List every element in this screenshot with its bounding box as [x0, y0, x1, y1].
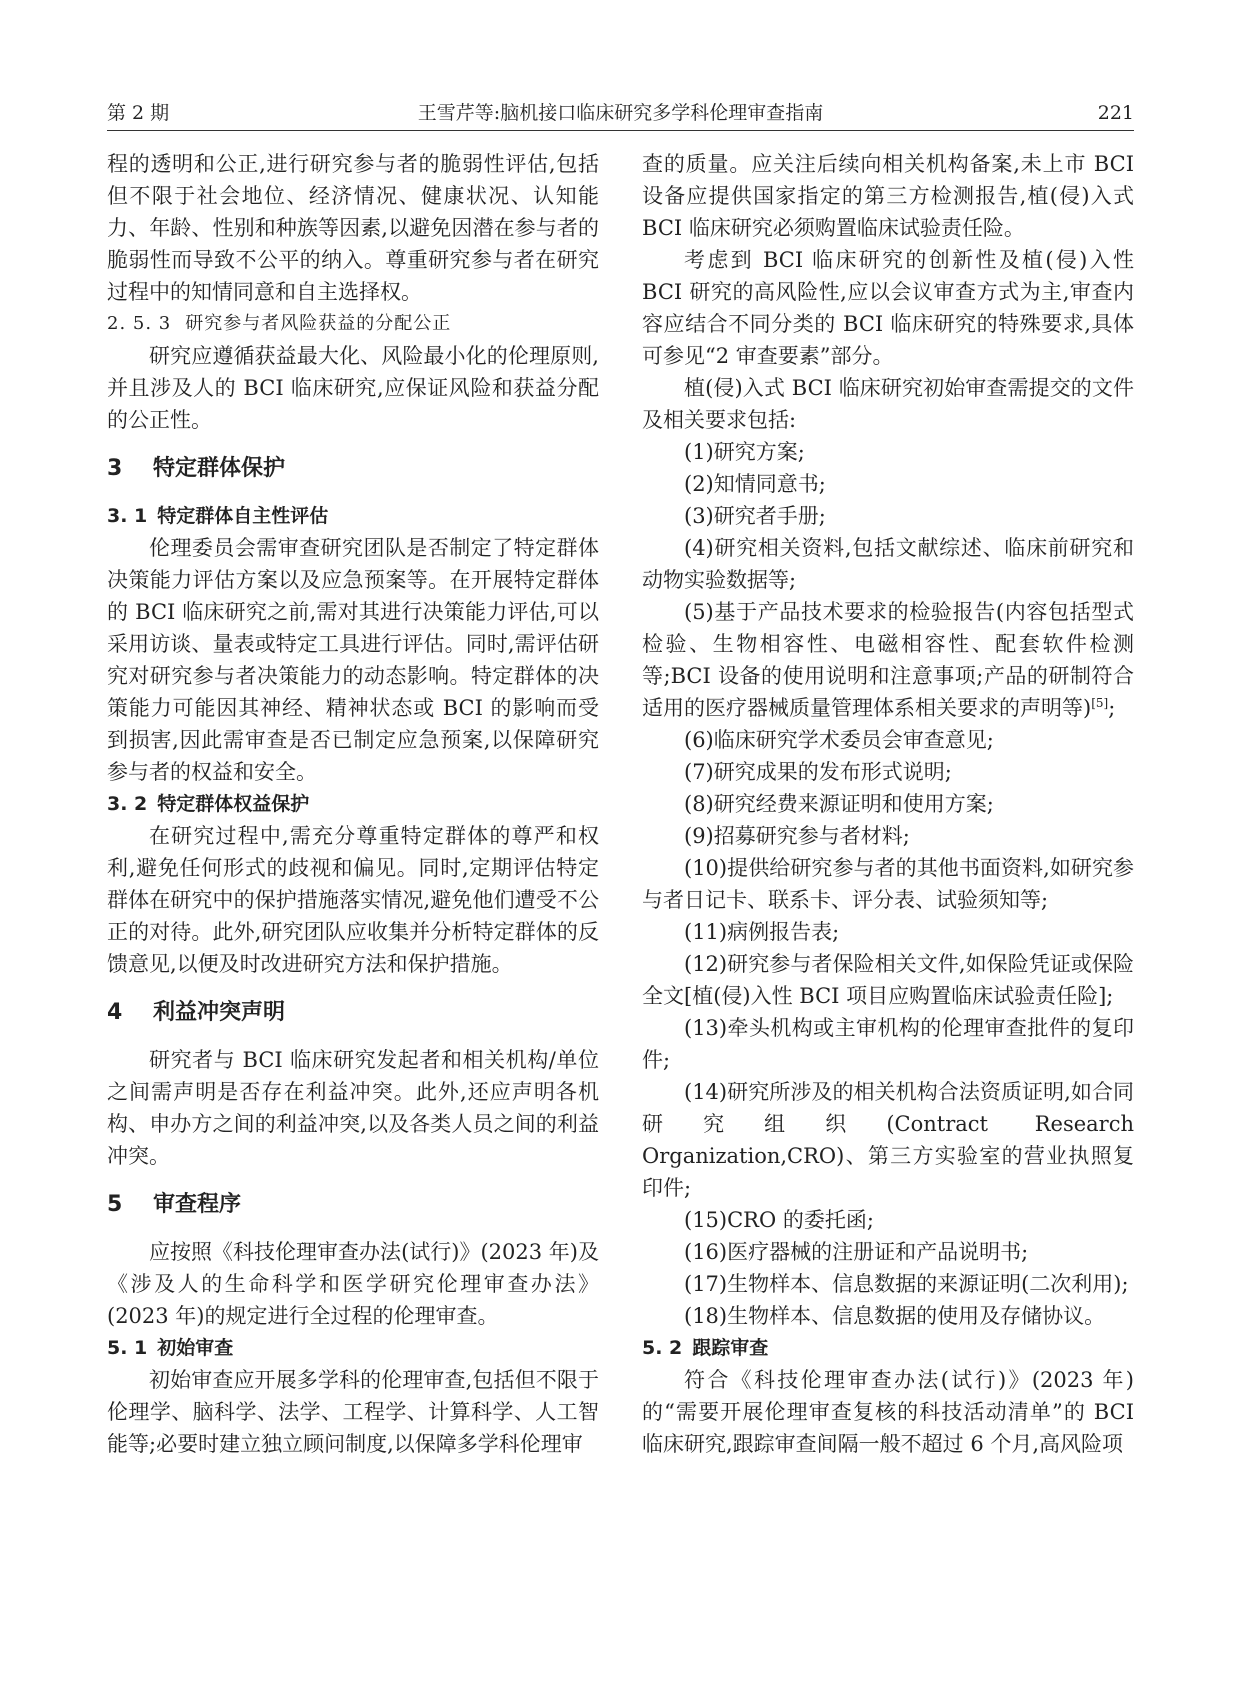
- list-item: (3)研究者手册;: [684, 504, 826, 528]
- section-title: 特定群体自主性评估: [157, 505, 329, 527]
- section-heading-5: [107, 1190, 599, 1220]
- section-title: 利益冲突声明: [153, 1000, 286, 1025]
- paragraph: 植(侵)入式 BCI 临床研究初始审查需提交的文件及相关要求包括:: [642, 376, 1134, 432]
- paragraph: 初始审查应开展多学科的伦理审查,包括但不限于伦理学、脑科学、法学、工程学、计算科学、人工智能等;必要时建立独立顾问制度,以保障多学科伦理审: [107, 1368, 599, 1456]
- list-item: (16)医疗器械的注册证和产品说明书;: [684, 1240, 1029, 1264]
- section-heading-4: [107, 998, 599, 1028]
- list-item: [642, 596, 1134, 724]
- page-number: 221: [1097, 102, 1134, 124]
- running-title: 王雪芹等:脑机接口临床研究多学科伦理审查指南: [417, 102, 824, 124]
- running-header: [107, 88, 1134, 128]
- paragraph: 程的透明和公正,进行研究参与者的脆弱性评估,包括但不限于社会地位、经济情况、健康状况、认知能力、年龄、性别和种族等因素,以避免因潜在参与者的脆弱性而导致不公平的纳入。尊重研究参与者在研究过程中的知情同意和自主选择权。: [107, 152, 599, 304]
- section-title: 初始审查: [157, 1337, 234, 1359]
- paragraph: 考虑到 BCI 临床研究的创新性及植(侵)入性 BCI 研究的高风险性,应以会议审查方式为主,审查内容应结合不同分类的 BCI 临床研究的特殊要求,具体可参见“2 审查要素”部分。: [642, 248, 1134, 368]
- subsection-heading-2-5-3: [107, 308, 599, 340]
- list-item-text: (5)基于产品技术要求的检验报告(内容包括型式检验、生物相容性、电磁相容性、配套软件检测等;BCI 设备的使用说明和注意事项;产品的研制符合适用的医疗器械质量管理体系相关要求的声明等): [642, 600, 1134, 720]
- list-item: (18)生物样本、信息数据的使用及存储协议。: [684, 1304, 1106, 1328]
- paragraph: 伦理委员会需审查研究团队是否制定了特定群体决策能力评估方案以及应急预案等。在开展特定群体的 BCI 临床研究之前,需对其进行决策能力评估,可以采用访谈、量表或特定工具进行评估。同时,需评估研究对研究参与者决策能力的动态影响。特定群体的决策能力可能因其神经、精神状态或 BCI 的影响而受到损害,因此需审查是否已制定应急预案,以保障研究参与者的权益和安全。: [107, 536, 599, 784]
- citation-ref: [5]: [1091, 696, 1109, 710]
- section-title: 审查程序: [153, 1192, 242, 1217]
- right-column: [642, 148, 1134, 1460]
- list-item: (14)研究所涉及的相关机构合法资质证明,如合同研究组织(Contract Research Organization,CRO)、第三方实验室的营业执照复印件;: [642, 1080, 1134, 1200]
- section-title: 研究参与者风险获益的分配公正: [185, 313, 452, 334]
- list-item: (6)临床研究学术委员会审查意见;: [684, 728, 994, 752]
- list-item: (17)生物样本、信息数据的来源证明(二次利用);: [684, 1272, 1129, 1296]
- section-title: 跟踪审查: [692, 1337, 769, 1359]
- list-item: (11)病例报告表;: [684, 920, 840, 944]
- paragraph: 符合《科技伦理审查办法(试行)》(2023 年)的“需要开展伦理审查复核的科技活动清单”的 BCI 临床研究,跟踪审查间隔一般不超过 6 个月,高风险项: [642, 1368, 1134, 1456]
- section-heading-3: [107, 454, 599, 484]
- section-number: 3. 2: [107, 793, 148, 815]
- subsection-heading-5-1: [107, 1332, 599, 1364]
- list-item: (15)CRO 的委托函;: [684, 1208, 874, 1232]
- section-number: 3: [107, 456, 123, 481]
- left-column: [107, 148, 599, 1460]
- section-title: 特定群体保护: [153, 456, 286, 481]
- section-number: 4: [107, 1000, 123, 1025]
- list-item: (4)研究相关资料,包括文献综述、临床前研究和动物实验数据等;: [642, 536, 1134, 592]
- list-item: (9)招募研究参与者材料;: [684, 824, 910, 848]
- list-item: (2)知情同意书;: [684, 472, 826, 496]
- list-item-end: ;: [1108, 696, 1116, 720]
- header-rule: [107, 130, 1134, 131]
- subsection-heading-3-1: [107, 500, 599, 532]
- paragraph: 查的质量。应关注后续向相关机构备案,未上市 BCI 设备应提供国家指定的第三方检测报告,植(侵)入式 BCI 临床研究必须购置临床试验责任险。: [642, 152, 1134, 240]
- section-number: 3. 1: [107, 505, 148, 527]
- section-title: 特定群体权益保护: [157, 793, 310, 815]
- list-item: (7)研究成果的发布形式说明;: [684, 760, 952, 784]
- section-number: 5. 1: [107, 1337, 148, 1359]
- list-item: (10)提供给研究参与者的其他书面资料,如研究参与者日记卡、联系卡、评分表、试验须知等;: [642, 856, 1134, 912]
- section-number: 2. 5. 3: [107, 313, 172, 334]
- paragraph: 在研究过程中,需充分尊重特定群体的尊严和权利,避免任何形式的歧视和偏见。同时,定期评估特定群体在研究中的保护措施落实情况,避免他们遭受不公正的对待。此外,研究团队应收集并分析特定群体的反馈意见,以便及时改进研究方法和保护措施。: [107, 824, 599, 976]
- submission-list: [642, 436, 1134, 1332]
- list-item: (12)研究参与者保险相关文件,如保险凭证或保险全文[植(侵)入性 BCI 项目应购置临床试验责任险];: [642, 952, 1134, 1008]
- list-item: (13)牵头机构或主审机构的伦理审查批件的复印件;: [642, 1016, 1134, 1072]
- paragraph: 研究应遵循获益最大化、风险最小化的伦理原则,并且涉及人的 BCI 临床研究,应保证风险和获益分配的公正性。: [107, 344, 599, 432]
- issue-label: 第 2 期: [107, 102, 170, 124]
- section-number: 5. 2: [642, 1337, 683, 1359]
- subsection-heading-5-2: [642, 1332, 1134, 1364]
- section-number: 5: [107, 1192, 123, 1217]
- list-item: (8)研究经费来源证明和使用方案;: [684, 792, 994, 816]
- subsection-heading-3-2: [107, 788, 599, 820]
- paragraph: 研究者与 BCI 临床研究发起者和相关机构/单位之间需声明是否存在利益冲突。此外,还应声明各机构、申办方之间的利益冲突,以及各类人员之间的利益冲突。: [107, 1048, 599, 1168]
- list-item: (1)研究方案;: [684, 440, 805, 464]
- paragraph: 应按照《科技伦理审查办法(试行)》(2023 年)及《涉及人的生命科学和医学研究伦理审查办法》(2023 年)的规定进行全过程的伦理审查。: [107, 1240, 599, 1328]
